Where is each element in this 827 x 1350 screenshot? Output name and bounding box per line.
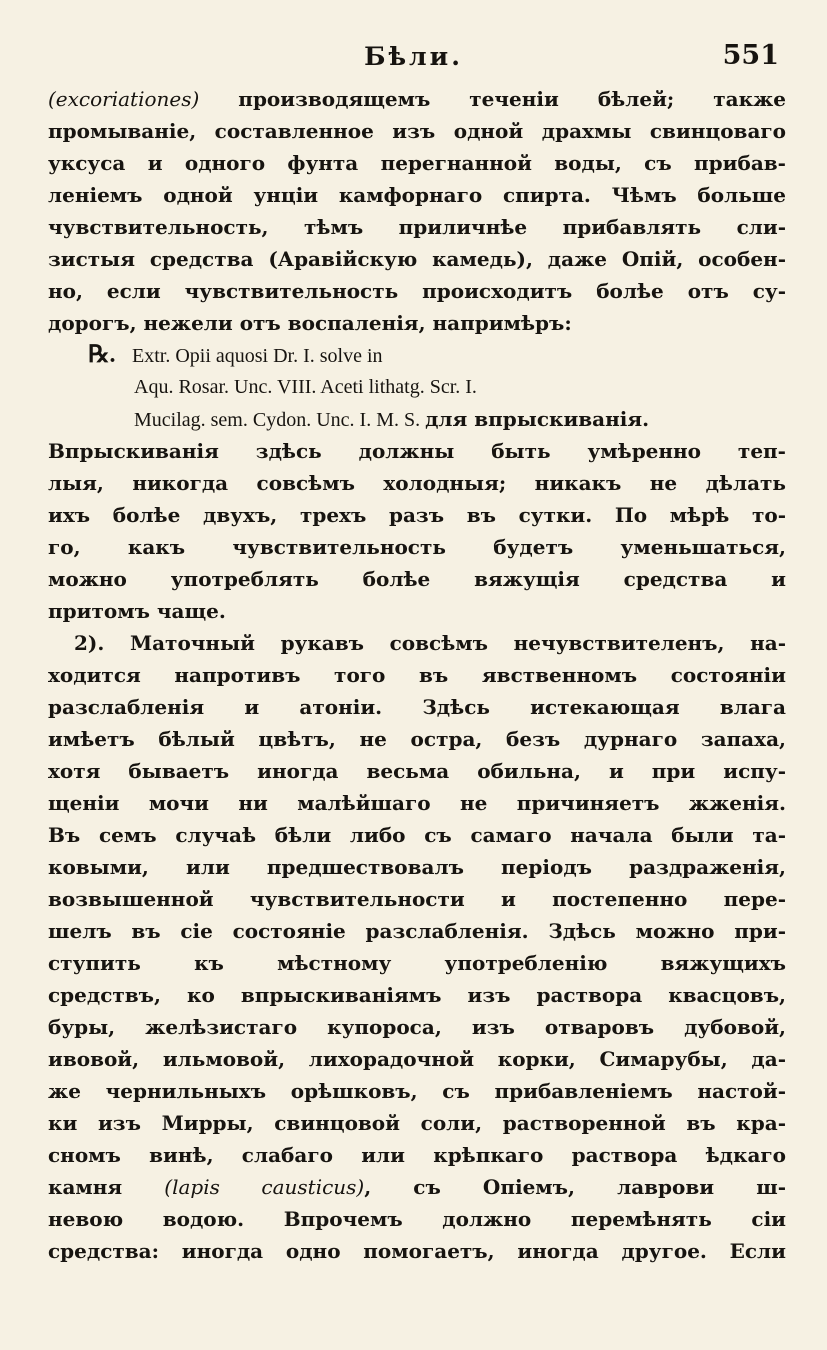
- text-line: хотя бываетъ иногда весьма обильна, и при испу-: [48, 759, 786, 783]
- text-line: же чернильныхъ орѣшковъ, съ прибавленіемъ настой-: [48, 1079, 786, 1103]
- text-line: леніемъ одной унціи камфорнаго спирта. Чѣмъ больше: [48, 183, 786, 207]
- recipe-text: Extr. Opii aquosi Dr. I. solve in: [132, 345, 383, 367]
- text-line: промываніе, составленное изъ одной драхмы свинцоваго: [48, 119, 786, 143]
- running-head: Бѣли.: [364, 42, 463, 71]
- text-line: ки изъ Мирры, свинцовой соли, растворенной въ кра-: [48, 1111, 786, 1135]
- text-line: дорогъ, нежели отъ воспаленія, напримѣръ:: [48, 311, 572, 335]
- text-line: зистыя средства (Аравійскую камедь), даже Опій, особен-: [48, 247, 786, 271]
- recipe-note: для впрыскиванія.: [425, 407, 650, 431]
- page-number: 551: [722, 40, 779, 71]
- text-line: ступить къ мѣстному употребленію вяжущихъ: [48, 951, 786, 975]
- text-line: ходится напротивъ того въ явственномъ состояніи: [48, 663, 786, 687]
- recipe-symbol: ℞.: [88, 342, 116, 368]
- text-line: ковыми, или предшествовалъ періодъ раздраженія,: [48, 855, 786, 879]
- text-line: го, какъ чувствительность будетъ уменьшаться,: [48, 535, 786, 559]
- text-line: можно употреблять болѣе вяжущія средства и: [48, 567, 786, 591]
- text-line: средствъ, ко впрыскиваніямъ изъ раствора квасцовъ,: [48, 983, 786, 1007]
- text-line: [48, 1171, 786, 1203]
- text-line: шелъ въ сіе состояніе разслабленія. Здѣсь можно при-: [48, 919, 786, 943]
- text-line: буры, желѣзистаго купороса, изъ отваровъ дубовой,: [48, 1015, 786, 1039]
- recipe-line: [48, 403, 786, 435]
- body-text: [48, 83, 786, 1267]
- line-text: производящемъ теченіи бѣлей; также: [199, 87, 786, 111]
- text-line: но, если чувствительность происходитъ болѣе отъ су-: [48, 279, 786, 303]
- line-text: , съ Опіемъ, лаврови ш-: [364, 1175, 786, 1199]
- page-header: [0, 40, 827, 80]
- text-line: ихъ болѣе двухъ, трехъ разъ въ сутки. По мѣрѣ то-: [48, 503, 786, 527]
- recipe-line: [48, 339, 786, 371]
- text-line: щеніи мочи ни малѣйшаго не причиняетъ жженія.: [48, 791, 786, 815]
- text-line: [48, 83, 786, 115]
- text-line: 2). Маточный рукавъ совсѣмъ нечувствителенъ, на-: [74, 631, 786, 655]
- line-text: камня: [48, 1175, 165, 1199]
- latin-term: (lapis causticus): [164, 1175, 365, 1199]
- text-line: лыя, никогда совсѣмъ холодныя; никакъ не дѣлать: [48, 471, 786, 495]
- text-line: сномъ винѣ, слабаго или крѣпкаго раствора ѣдкаго: [48, 1143, 786, 1167]
- text-line: разслабленія и атоніи. Здѣсь истекающая влага: [48, 695, 786, 719]
- text-line: имѣетъ бѣлый цвѣтъ, не остра, безъ дурнаго запаха,: [48, 727, 786, 751]
- text-line: Въ семъ случаѣ бѣли либо съ самаго начала были та-: [48, 823, 786, 847]
- text-line: Впрыскиванія здѣсь должны быть умѣренно теп-: [48, 439, 786, 463]
- text-line: невою водою. Впрочемъ должно перемѣнять сіи: [48, 1207, 786, 1231]
- text-line: возвышенной чувствительности и постепенно пере-: [48, 887, 786, 911]
- text-line: чувствительность, тѣмъ приличнѣе прибавлять сли-: [48, 215, 786, 239]
- text-line: уксуса и одного фунта перегнанной воды, съ прибав-: [48, 151, 786, 175]
- latin-term: (excoriationes): [48, 87, 200, 111]
- text-line: ивовой, ильмовой, лихорадочной корки, Симарубы, да-: [48, 1047, 786, 1071]
- text-line: средства: иногда одно помогаетъ, иногда другое. Если: [48, 1239, 786, 1263]
- recipe-line: Aqu. Rosar. Unc. VIII. Aceti lithatg. Scr. I.: [134, 376, 477, 398]
- recipe-text: Mucilag. sem. Cydon. Unc. I. M. S.: [134, 409, 421, 431]
- text-line: притомъ чаще.: [48, 599, 226, 623]
